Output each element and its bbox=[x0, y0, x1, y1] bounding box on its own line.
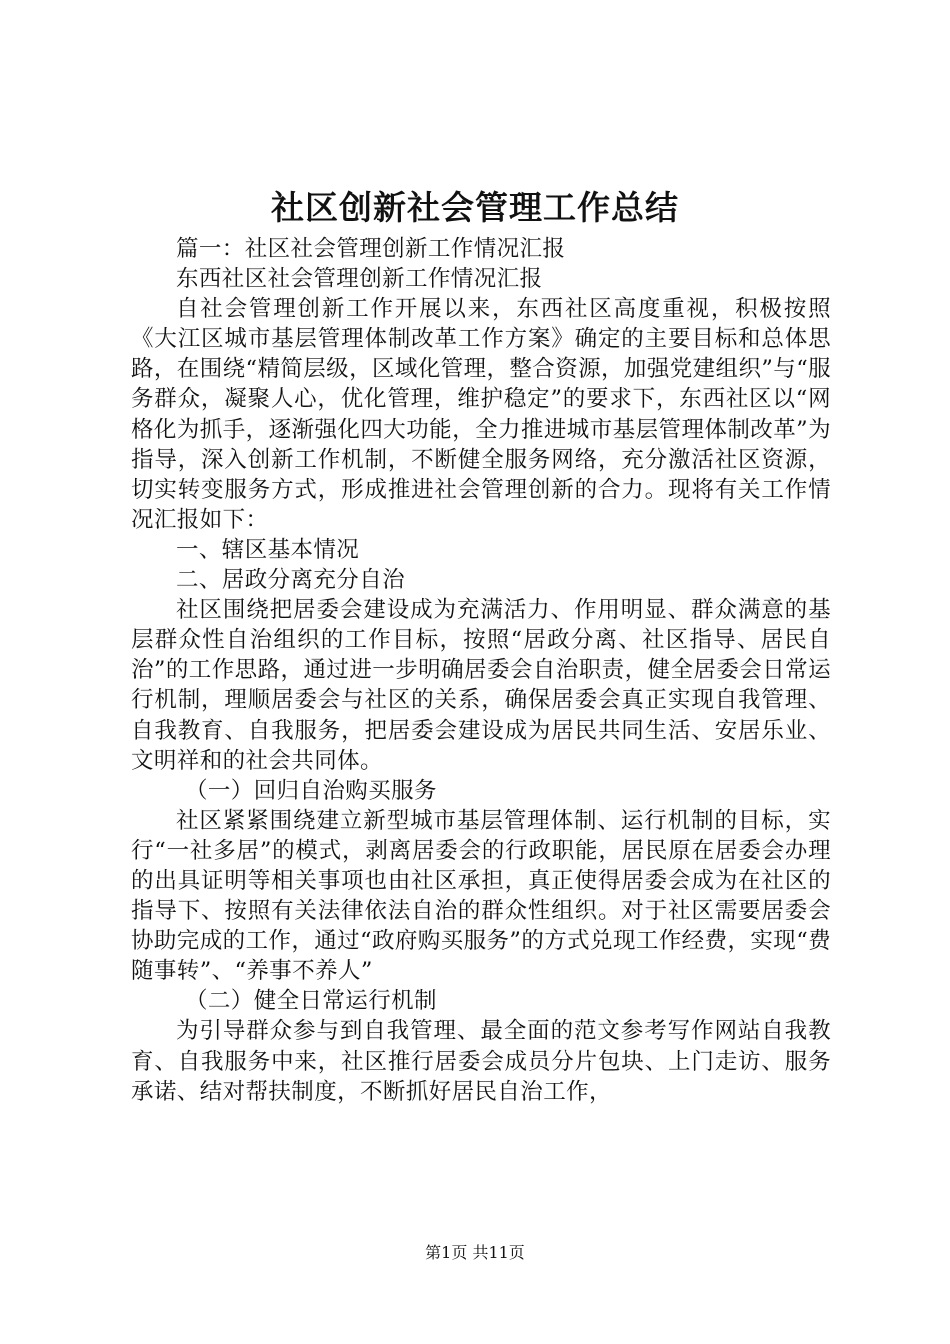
page-number-footer: 第1页 共11页 bbox=[425, 1243, 525, 1262]
paragraph-intro: 自社会管理创新工作开展以来，东西社区高度重视，积极按照《大江区城市基层管理体制改革工作方案》确定的主要目标和总体思路，在围绕“精简层级，区域化管理，整合资源，加强党建组织”与“服务群众，凝聚人心，优化管理，维护稳定”的要求下，东西社区以“网格化为抓手，逐渐强化四大功能，全力推进城市基层管理体制改革”为指导，深入创新工作机制，不断健全服务网络，充分激活社区资源，切实转变服务方式，形成推进社会管理创新的合力。现将有关工作情况汇报如下： bbox=[131, 296, 831, 533]
paragraph-heading-part-one: 篇一：社区社会管理创新工作情况汇报 bbox=[176, 236, 566, 262]
section-heading-1: 一、辖区基本情况 bbox=[176, 536, 360, 563]
section-heading-2: 二、居政分离充分自治 bbox=[176, 567, 406, 594]
document-title: 社区创新社会管理工作总结 bbox=[271, 188, 679, 227]
subsection-heading-2: （二）健全日常运行机制 bbox=[185, 988, 437, 1015]
paragraph-subsection-2: 为引导群众参与到自我管理、最全面的范文参考写作网站自我教育、自我服务中来，社区推行居委会成员分片包块、上门走访、服务承诺、结对帮扶制度，不断抓好居民自治工作， bbox=[131, 1018, 831, 1105]
paragraph-report-title: 东西社区社会管理创新工作情况汇报 bbox=[176, 266, 543, 293]
subsection-heading-1: （一）回归自治购买服务 bbox=[185, 777, 437, 804]
document-body bbox=[131, 234, 831, 1107]
paragraph-subsection-1: 社区紧紧围绕建立新型城市基层管理体制、运行机制的目标，实行“一社多居”的模式，剥离居委会的行政职能，居民原在居委会办理的出具证明等相关事项也由社区承担，真正使得居委会成为在社区的指导下、按照有关法律依法自治的群众性组织。对于社区需要居委会协助完成的工作，通过“政府购买服务”的方式兑现工作经费，实现“费随事转”、“养事不养人” bbox=[131, 807, 831, 985]
paragraph-section-2: 社区围绕把居委会建设成为充满活力、作用明显、群众满意的基层群众性自治组织的工作目标，按照“居政分离、社区指导、居民自治”的工作思路，通过进一步明确居委会自治职责，健全居委会日常运行机制，理顺居委会与社区的关系，确保居委会真正实现自我管理、自我教育、自我服务，把居委会建设成为居民共同生活、安居乐业、文明祥和的社会共同体。 bbox=[131, 597, 831, 774]
